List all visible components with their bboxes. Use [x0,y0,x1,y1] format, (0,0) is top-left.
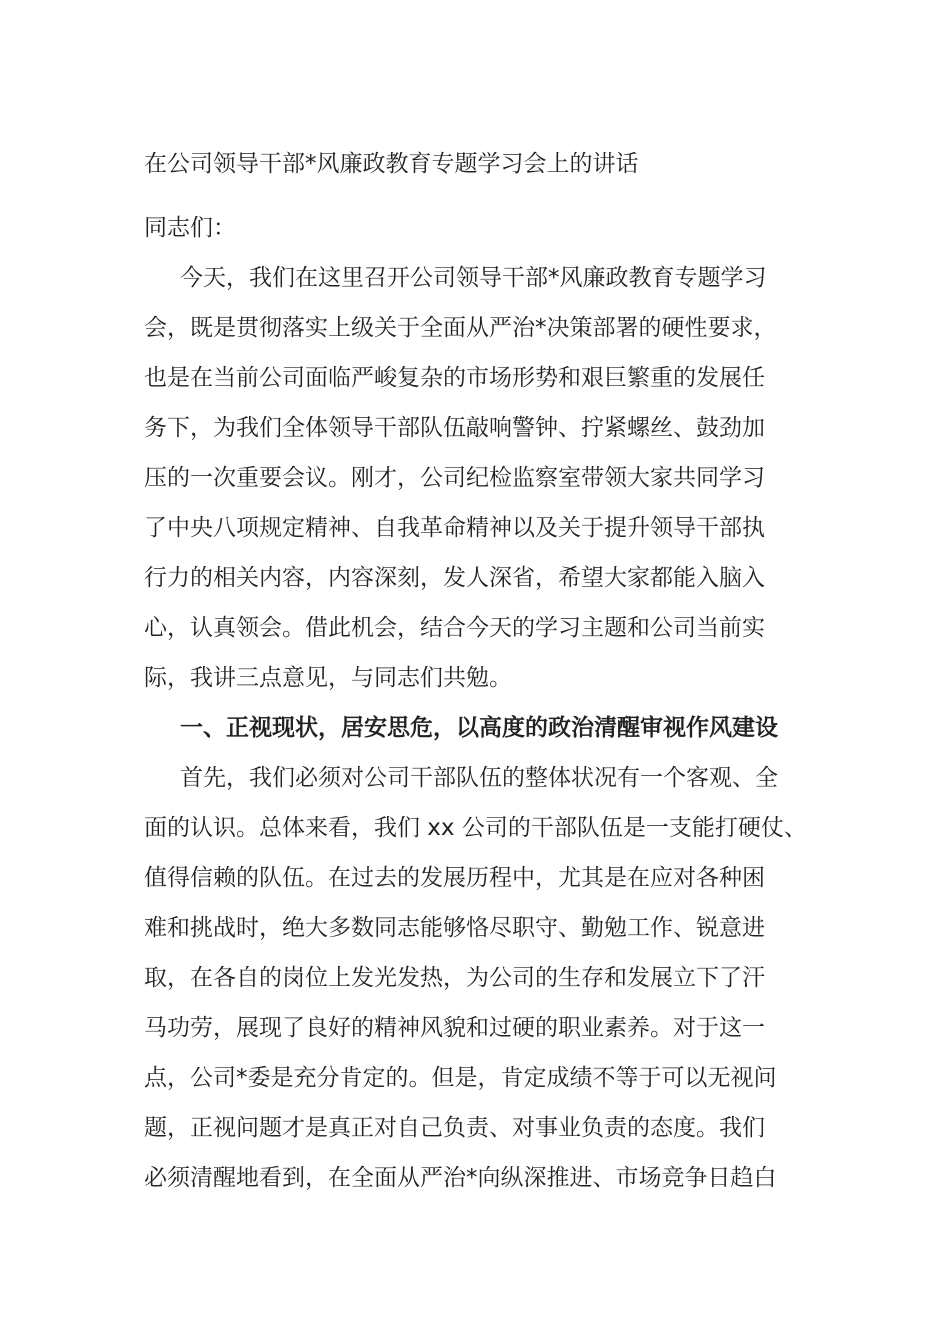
paragraph-line: 心，认真领会。借此机会，结合今天的学习主题和公司当前实 [144,615,765,641]
paragraph-line: 行力的相关内容，内容深刻，发人深省，希望大家都能入脑入 [144,565,765,591]
document-title: 在公司领导干部*风廉政教育专题学习会上的讲话 [144,151,639,177]
paragraph-line: 首先，我们必须对公司干部队伍的整体状况有一个客观、全 [180,765,778,791]
paragraph-line: 今天，我们在这里召开公司领导干部*风廉政教育专题学习 [180,265,767,291]
paragraph-line: 压的一次重要会议。刚才，公司纪检监察室带领大家共同学习 [144,465,765,491]
paragraph-line: 了中央八项规定精神、自我革命精神以及关于提升领导干部执 [144,515,765,541]
salutation: 同志们： [144,215,236,241]
paragraph-line: 际，我讲三点意见，与同志们共勉。 [144,665,512,691]
paragraph-line: 必须清醒地看到，在全面从严治*向纵深推进、市场竞争日趋白 [144,1165,777,1191]
paragraph-line: 面的认识。总体来看，我们 xx 公司的干部队伍是一支能打硬仗、 [144,815,807,841]
paragraph-line: 务下，为我们全体领导干部队伍敲响警钟、拧紧螺丝、鼓劲加 [144,415,765,441]
section-heading-1: 一、正视现状，居安思危，以高度的政治清醒审视作风建设 [180,715,778,741]
paragraph-line: 值得信赖的队伍。在过去的发展历程中，尤其是在应对各种困 [144,865,765,891]
paragraph-line: 会，既是贯彻落实上级关于全面从严治*决策部署的硬性要求， [144,315,777,341]
paragraph-line: 难和挑战时，绝大多数同志能够恪尽职守、勤勉工作、锐意进 [144,915,765,941]
paragraph-line: 点，公司*委是充分肯定的。但是，肯定成绩不等于可以无视问 [144,1065,777,1091]
paragraph-line: 题，正视问题才是真正对自己负责、对事业负责的态度。我们 [144,1115,765,1141]
paragraph-line: 马功劳，展现了良好的精神风貌和过硬的职业素养。对于这一 [144,1015,765,1041]
paragraph-line: 也是在当前公司面临严峻复杂的市场形势和艰巨繁重的发展任 [144,365,765,391]
paragraph-line: 取，在各自的岗位上发光发热，为公司的生存和发展立下了汗 [144,965,765,991]
